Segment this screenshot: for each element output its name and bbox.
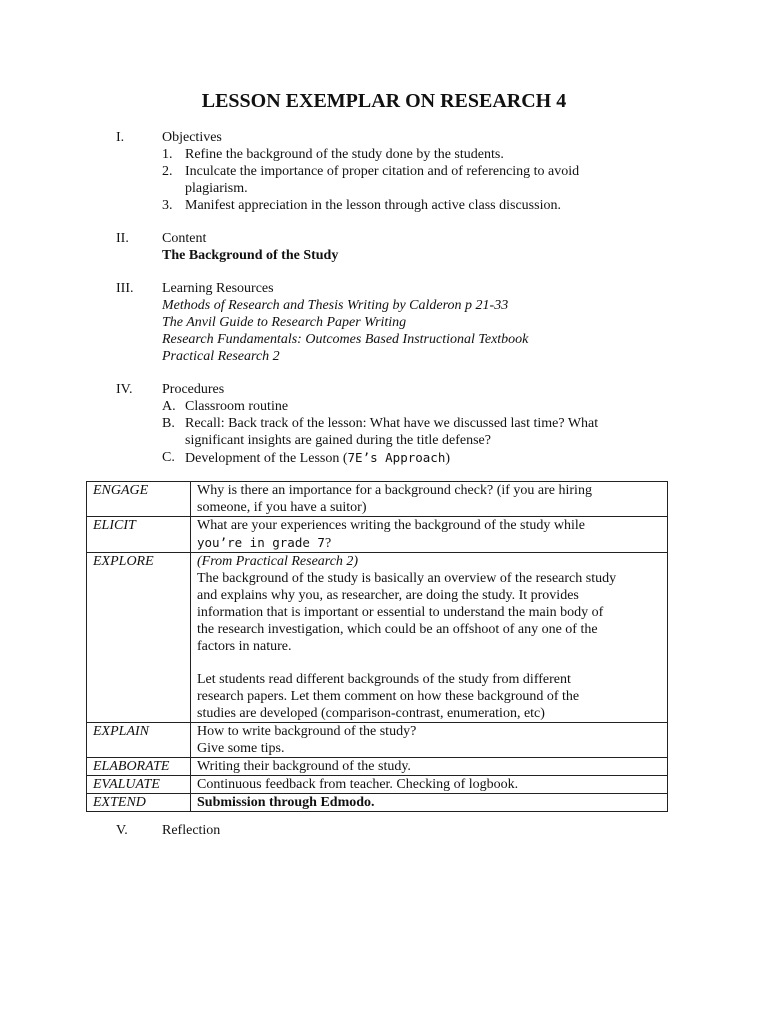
section-heading: Objectives [162, 130, 222, 145]
item-text: Manifest appreciation in the lesson through active class discussion. [185, 198, 561, 213]
document-title: LESSON EXEMPLAR ON RESEARCH 4 [201, 90, 567, 112]
phase-text: Why is there an importance for a background check? (if you are hiring [197, 483, 592, 498]
content-topic: The Background of the Study [162, 248, 339, 263]
objective-item [162, 163, 662, 197]
section-heading: Learning Resources [162, 281, 274, 296]
item-text-part: ) [445, 451, 451, 466]
phase-text: How to write background of the study? [197, 724, 417, 739]
phase-text: research papers. Let them comment on how these background of the [197, 689, 580, 704]
phase-content [191, 758, 668, 776]
table-row [87, 723, 668, 758]
phase-text-part: you’re in grade 7 [197, 535, 325, 550]
section-numeral: I. [116, 130, 125, 145]
phase-label: ELABORATE [87, 758, 191, 776]
item-marker: 1. [162, 147, 173, 162]
table-row [87, 794, 668, 812]
phase-text: What are your experiences writing the background of the study while [197, 518, 585, 533]
phase-text: Submission through Edmodo. [197, 795, 375, 810]
phase-text: the research investigation, which could be an offshoot of any one of the [197, 622, 598, 637]
phase-text: information that is important or essential to understand the main body of [197, 605, 604, 620]
phase-text: and explains why you, as researcher, are doing the study. It provides [197, 588, 579, 603]
item-marker: 3. [162, 198, 173, 213]
phase-label: EXPLAIN [87, 723, 191, 758]
item-marker: 2. [162, 164, 173, 179]
resource-item: Research Fundamentals: Outcomes Based Instructional Textbook [162, 332, 529, 347]
resource-item: Methods of Research and Thesis Writing by Calderon p 21-33 [162, 298, 509, 313]
item-text: Refine the background of the study done by the students. [185, 147, 504, 162]
item-text [185, 449, 662, 467]
phase-content [191, 776, 668, 794]
phase-text: someone, if you have a suitor) [197, 500, 367, 515]
phase-label: ELICIT [87, 517, 191, 553]
procedure-item [162, 398, 662, 415]
content-body [162, 230, 662, 264]
phase-text: Let students read different backgrounds of the study from different [197, 672, 571, 687]
phase-content [191, 553, 668, 723]
item-text-continued: significant insights are gained during the title defense? [185, 433, 491, 448]
phase-text: The background of the study is basically an overview of the research study [197, 571, 617, 586]
item-text: Inculcate the importance of proper citation and of referencing to avoid [185, 164, 580, 179]
objective-item [162, 197, 662, 214]
resource-item: Practical Research 2 [162, 349, 280, 364]
phase-source: (From Practical Research 2) [197, 554, 359, 569]
phase-text [197, 534, 661, 552]
item-text-continued: plagiarism. [185, 181, 248, 196]
section-numeral: V. [116, 823, 128, 838]
paragraph-gap [197, 655, 661, 671]
phase-text-part: ? [324, 536, 332, 551]
section-numeral: IV. [116, 382, 133, 397]
lesson-development-table [86, 481, 668, 812]
procedure-item [162, 415, 662, 449]
objective-item [162, 146, 662, 163]
phase-content [191, 794, 668, 812]
objectives-body [162, 129, 662, 214]
phase-text: Continuous feedback from teacher. Checking of logbook. [197, 777, 519, 792]
table-row [87, 517, 668, 553]
section-numeral: III. [116, 281, 134, 296]
table-row [87, 482, 668, 517]
table-row [87, 553, 668, 723]
phase-text: Writing their background of the study. [197, 759, 411, 774]
section-numeral: II. [116, 231, 129, 246]
section-heading: Procedures [162, 382, 225, 397]
resource-item: The Anvil Guide to Research Paper Writing [162, 315, 407, 330]
resources-body [162, 280, 662, 365]
phase-label: EXTEND [87, 794, 191, 812]
item-marker: B. [162, 416, 175, 431]
reflection-body [162, 822, 662, 839]
phase-content [191, 723, 668, 758]
table-row [87, 776, 668, 794]
section-heading: Reflection [162, 823, 221, 838]
phase-label: ENGAGE [87, 482, 191, 517]
item-text: Classroom routine [185, 399, 289, 414]
phase-content [191, 517, 668, 553]
phase-text: factors in nature. [197, 639, 292, 654]
phase-content [191, 482, 668, 517]
section-heading: Content [162, 231, 207, 246]
item-text: Recall: Back track of the lesson: What have we discussed last time? What [185, 416, 599, 431]
item-marker: A. [162, 399, 176, 414]
item-text-part: Development of the Lesson ( [185, 451, 348, 466]
phase-label: EVALUATE [87, 776, 191, 794]
approach-name: 7E’s Approach [347, 450, 446, 465]
phase-text: Give some tips. [197, 741, 285, 756]
table-row [87, 758, 668, 776]
phase-label: EXPLORE [87, 553, 191, 723]
procedures-body [162, 381, 662, 467]
phase-text: studies are developed (comparison-contrast, enumeration, etc) [197, 706, 545, 721]
procedure-item [162, 449, 662, 467]
item-marker: C. [162, 450, 175, 465]
